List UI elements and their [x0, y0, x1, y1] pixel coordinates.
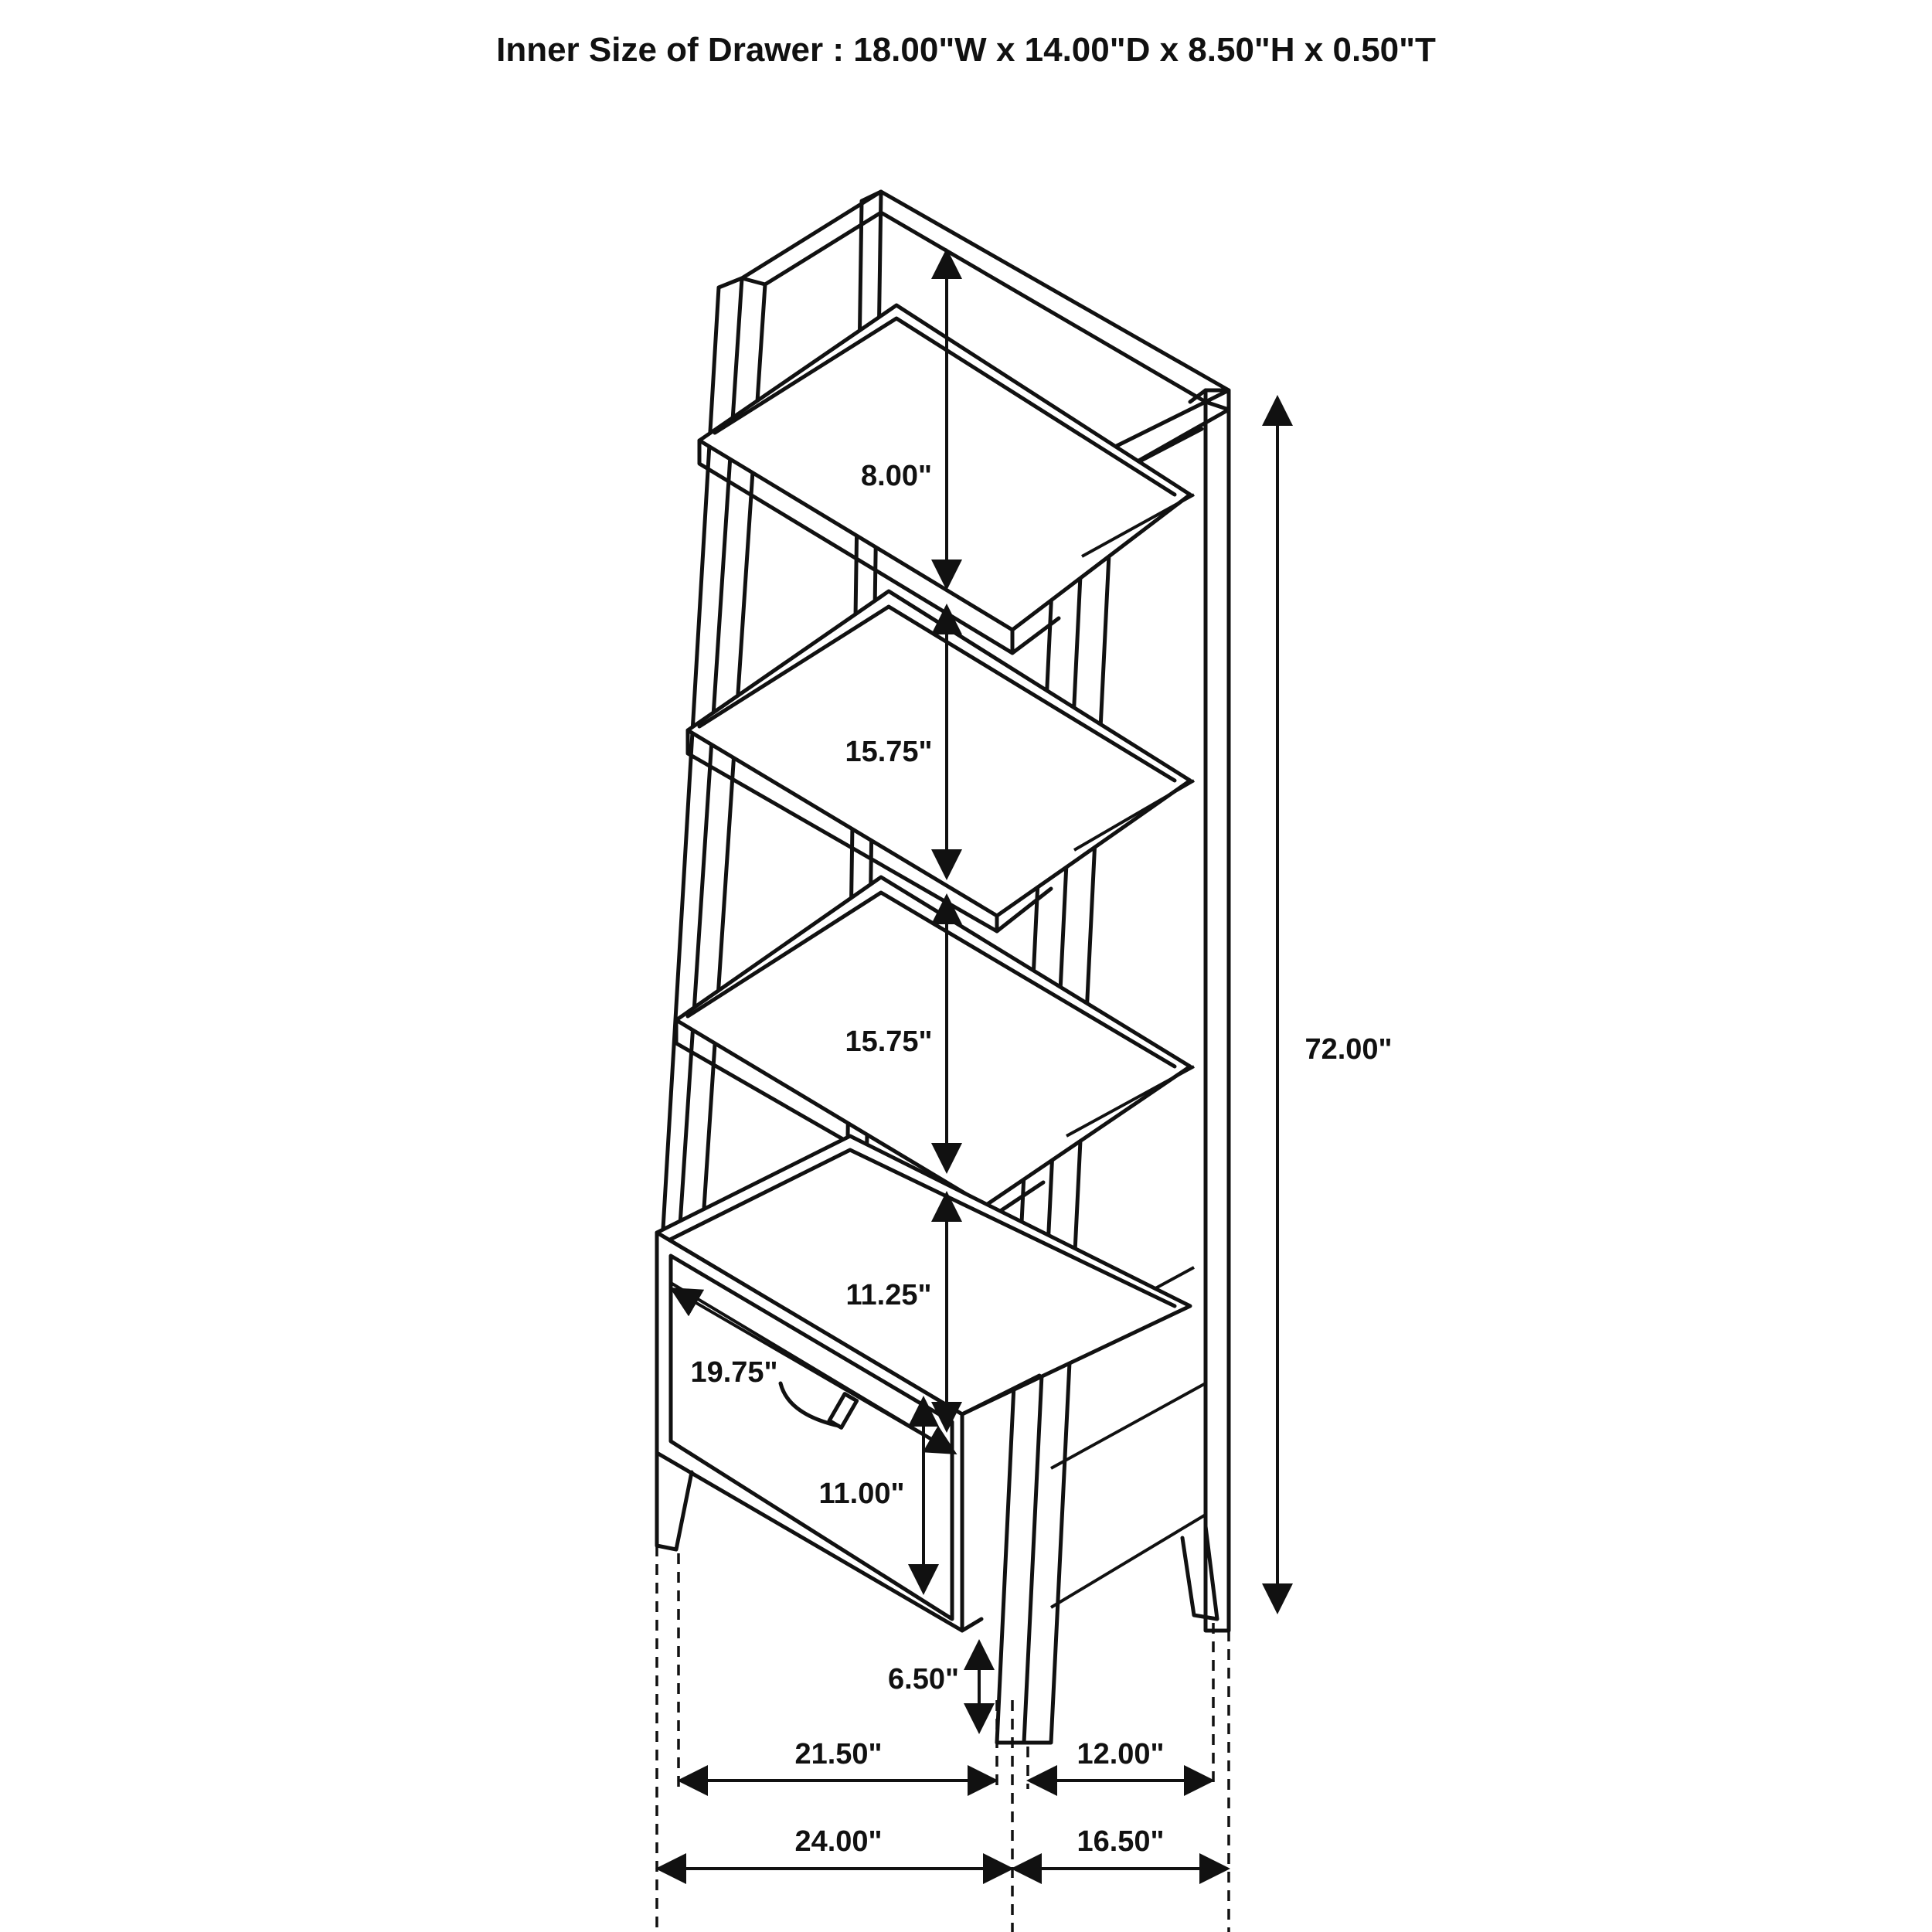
dim-shelf-gap-2: 15.75": [845, 736, 933, 768]
shelf-2: [688, 591, 1190, 931]
dim-shelf-gap-top: 8.00": [861, 460, 932, 492]
dim-inner-depth: 12.00": [1077, 1738, 1165, 1770]
dim-overall-height: 72.00": [1304, 1033, 1393, 1066]
dim-overall-width: 24.00": [794, 1825, 883, 1858]
dim-shelf-gap-3: 15.75": [845, 1026, 933, 1058]
dim-drawer-height: 11.00": [818, 1478, 905, 1510]
dim-drawer-width: 19.75": [690, 1356, 778, 1389]
shelf-1: [699, 305, 1190, 653]
dim-inner-width: 21.50": [794, 1738, 883, 1770]
dim-leg-height: 6.50": [888, 1663, 959, 1696]
dim-overall-depth: 16.50": [1077, 1825, 1165, 1858]
dim-shelf-gap-4: 11.25": [845, 1279, 932, 1311]
page-title: Inner Size of Drawer : 18.00"W x 14.00"D x 8.50"H x 0.50"T: [496, 31, 1436, 69]
shelf-3: [676, 877, 1190, 1221]
